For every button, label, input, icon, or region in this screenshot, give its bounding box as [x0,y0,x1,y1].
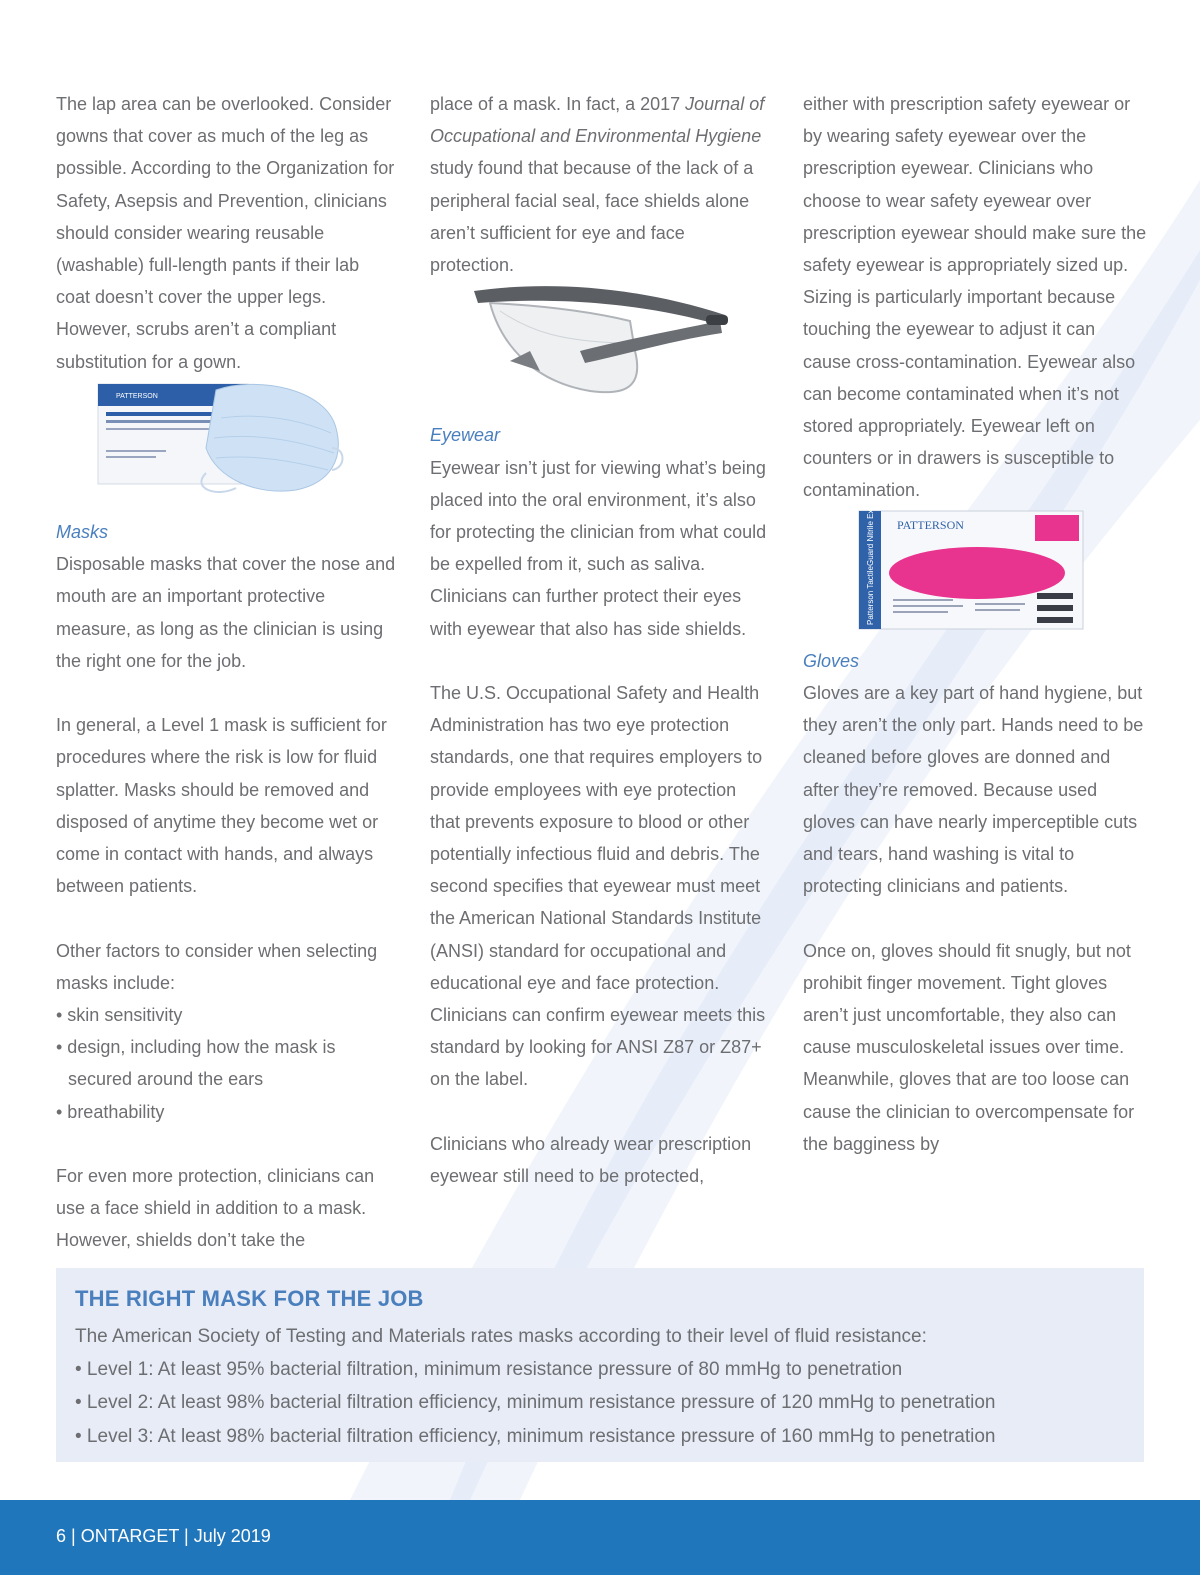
list-item: • design, including how the mask is secured around the ears [56,1037,336,1090]
gloves-heading: Gloves [803,650,860,671]
column-2 [430,88,770,1192]
safety-eyewear-paragraph: either with prescription safety eyewear or by wearing safety eyewear over the prescription eyewear. Clinicians who choose to wear safety eyewear over prescription eyewear should make sure the safety eyewear is appropriately sized up. Sizing is particularly important because touching the eyewear to adjust it can cause cross-contamination. Eyewear also can become contaminated when it’s not stored appropriately. Eyewear left on counters or in drawers is susceptible to contamination. [803,94,1147,501]
journal-title: Journal of Occupational and Environmental Hygiene [430,94,765,147]
gloves-intro-paragraph: Gloves are a key part of hand hygiene, but they aren’t the only part. Hands need to be cleaned before gloves are donned and after they’re removed. Because used gloves can have nearly imperceptible cuts and tears, hand washing is vital to protecting clinicians and patients. [803,683,1144,897]
safety-glasses-image [430,281,770,419]
gloves-box-brand: PATTERSON [897,517,964,532]
mask-product-image [56,378,396,516]
list-item: • Level 2: At least 98% bacterial filtration efficiency, minimum resistance pressure of 120 mmHg to penetration [75,1392,996,1414]
mask-levels-callout [56,1268,1144,1462]
face-shield-paragraph: For even more protection, clinicians can use a face shield in addition to a mask. However, shields don’t take the [56,1166,375,1251]
gloves-box-image [803,507,1148,645]
callout-title: THE RIGHT MASK FOR THE JOB [75,1286,424,1311]
level1-paragraph: In general, a Level 1 mask is sufficient for procedures where the risk is low for fluid splatter. Masks should be removed and disposed of anytime they become wet or come in contact with hands, and always between patients. [56,715,387,897]
eyewear-intro-paragraph: Eyewear isn’t just for viewing what’s being placed into the oral environment, it’s also for protecting the clinician from what could be expelled from it, such as saliva. Clinicians can further protect their eyes with eyewear that also has side shields. [430,457,767,639]
lap-area-paragraph: The lap area can be overlooked. Consider gowns that cover as much of the leg as possible. According to the Organization for Safety, Asepsis and Prevention, clinicians should consider wearing reusable (washable) full-length pants if their lab coat doesn’t cover the upper legs. However, scrubs aren’t a compliant substitution for a gown. [56,94,395,372]
list-item: • breathability [56,1101,165,1122]
masks-intro-paragraph: Disposable masks that cover the nose and mouth are an important protective measure, as long as the clinician is using the right one for the job. [56,554,396,671]
mask-box-brand: PATTERSON [116,392,158,400]
mask-factors-list [56,999,396,1128]
footer-page-info: 6 | ONTARGET | July 2019 [56,1526,271,1546]
factors-paragraph: Other factors to consider when selecting masks include: [56,940,378,993]
study-text-b: study found that because of the lack of a peripheral facial seal, face shields alone aren’t sufficient for eye and face protection. [430,158,754,276]
column-1 [56,88,396,1257]
list-item: • skin sensitivity [56,1005,183,1026]
osha-paragraph: The U.S. Occupational Safety and Health Administration has two eye protection standards, one that requires employers to provide employees with eye protection that prevents exposure to blood or other potentially infectious fluid and debris. The second specifies that eyewear must meet the American National Standards Institute (ANSI) standard for occupational and educational eye and face protection. Clinicians can confirm eyewear meets this standard by looking for ANSI Z87 or Z87+ on the label. [430,683,766,1090]
list-item: • Level 3: At least 98% bacterial filtration efficiency, minimum resistance pressure of 160 mmHg to penetration [75,1425,996,1447]
eyewear-heading: Eyewear [430,425,501,446]
prescription-paragraph: Clinicians who already wear prescription eyewear still need to be protected, [430,1133,752,1187]
face-shield-study-paragraph [430,88,770,281]
page-footer [0,1500,1200,1575]
callout-intro: The American Society of Testing and Materials rates masks according to their level of fluid resistance: [75,1326,927,1347]
callout-body [75,1320,996,1453]
column-3 [803,88,1148,1160]
list-item: • Level 1: At least 95% bacterial filtration, minimum resistance pressure of 80 mmHg to penetration [75,1359,903,1381]
glove-fit-paragraph: Once on, gloves should fit snugly, but not prohibit finger movement. Tight gloves aren’t just uncomfortable, they also can cause musculoskeletal issues over time. Meanwhile, gloves that are too loose can cause the clinician to overcompensate for the bagginess by [803,940,1135,1154]
study-text-a: place of a mask. In fact, a 2017 [430,94,686,114]
gloves-box-side-label: Patterson TactileGuard Nitrile Examination Gloves [866,506,875,625]
masks-heading: Masks [56,522,109,543]
